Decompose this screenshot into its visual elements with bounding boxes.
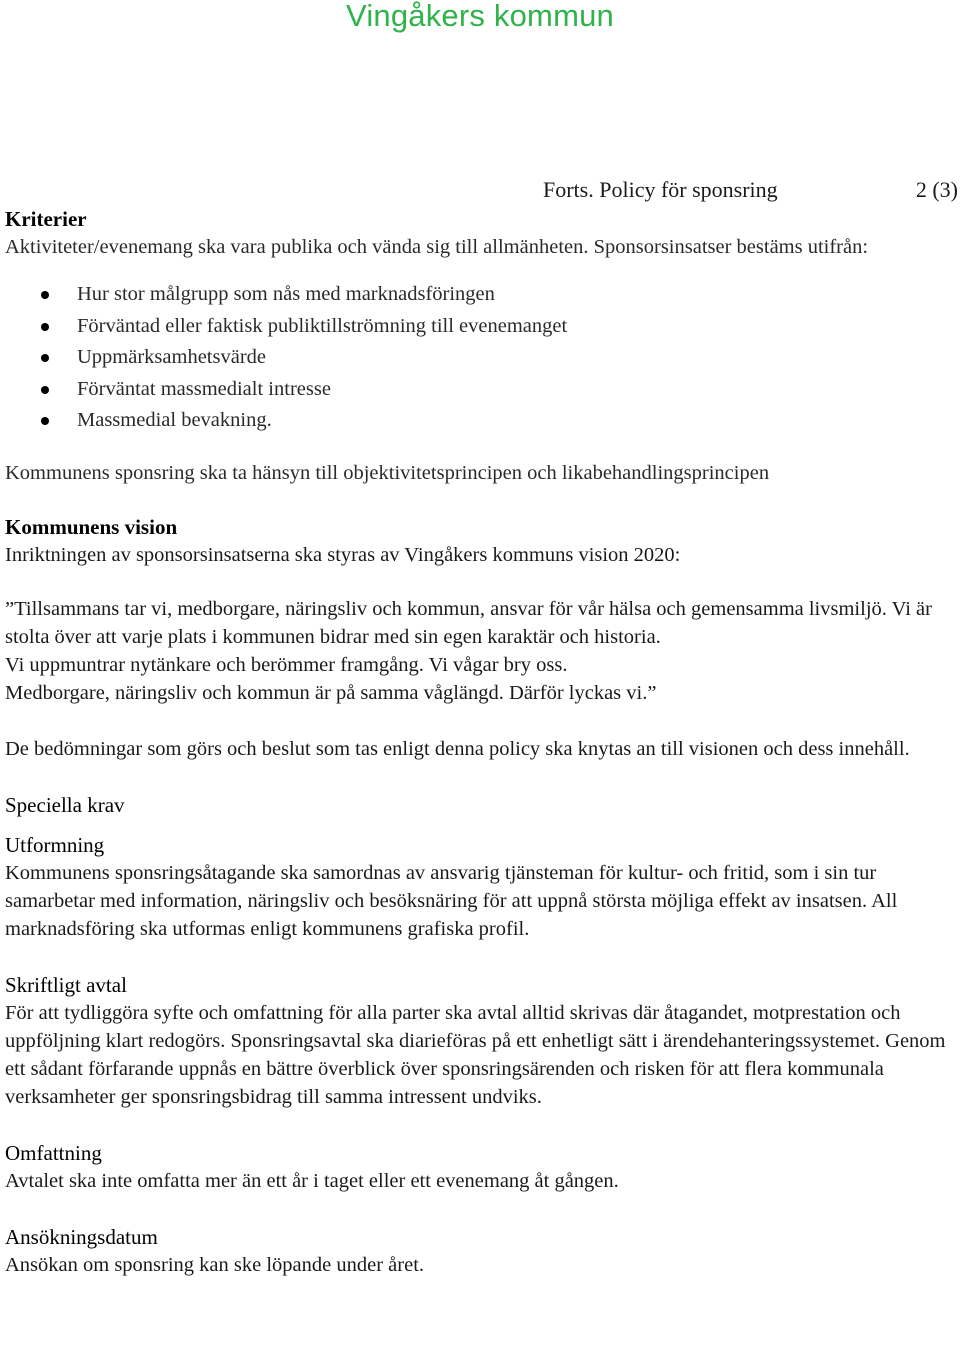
list-item xyxy=(5,342,950,374)
list-item xyxy=(5,311,950,343)
list-item-text: Förväntad eller faktisk publiktillströmning till evenemanget xyxy=(77,314,568,337)
list-item-text: Hur stor målgrupp som nås med marknadsföringen xyxy=(77,283,495,305)
logo-wordmark: Vingåkers kommun xyxy=(346,0,614,33)
vision-intro: Inriktningen av sponsorsinsatserna ska styras av Vingåkers kommuns vision 2020: xyxy=(5,543,681,566)
heading-skriftligt-avtal: Skriftligt avtal xyxy=(5,972,127,997)
omfattning-text: Avtalet ska inte omfatta mer än ett år i taget eller ett evenemang åt gången. xyxy=(5,1169,619,1192)
bullet-icon xyxy=(41,323,49,331)
ansokningsdatum-text: Ansökan om sponsring kan ske löpande under året. xyxy=(5,1253,425,1276)
quote-line: ”Tillsammans tar vi, medborgare, näringsliv och kommun, ansvar för vår hälsa och gemensamma livsmiljö. Vi är stolta över att varje plats i kommunen bidrar med sin egen karaktär och historia. xyxy=(5,597,932,648)
skriftligt-avtal-text: För att tydliggöra syfte och omfattning för alla parter ska avtal alltid skrivas där åtagandet, motprestation och uppföljning klart redogörs. Sponsringsavtal ska diarieföras på ett enhetligt sätt i ärendehanteringssystemet. Genom ett sådant förfarande uppnås en bättre överblick över sponsringsärenden och risken för att flera kommunala verksamheter ger sponsringsbidrag till samma intressent undviks. xyxy=(5,1001,946,1108)
kriterier-list xyxy=(5,279,950,437)
list-item xyxy=(5,405,950,437)
heading-kriterier: Kriterier xyxy=(5,207,87,231)
heading-omfattning: Omfattning xyxy=(5,1140,102,1165)
heading-utformning: Utformning xyxy=(5,832,105,857)
vision-quote xyxy=(5,595,950,707)
bullet-icon xyxy=(41,386,49,394)
bullet-icon xyxy=(41,291,49,299)
list-item xyxy=(5,374,950,406)
bullet-icon xyxy=(41,354,49,362)
list-item-text: Uppmärksamhetsvärde xyxy=(77,346,266,368)
document-body xyxy=(5,205,950,1279)
running-title: Forts. Policy för sponsring xyxy=(543,177,778,202)
heading-speciella-krav: Speciella krav xyxy=(5,792,125,817)
vision-closing: De bedömningar som görs och beslut som tas enligt denna policy ska knytas an till visionen och dess innehåll. xyxy=(5,737,910,760)
quote-line: Vi uppmuntrar nytänkare och berömmer framgång. Vi vågar bry oss. xyxy=(5,653,568,676)
quote-line: Medborgare, näringsliv och kommun är på samma våglängd. Därför lyckas vi.” xyxy=(5,681,657,704)
list-item-text: Förväntat massmedialt intresse xyxy=(77,377,331,400)
list-item-text: Massmedial bevakning. xyxy=(77,409,272,431)
page-number: 2 (3) xyxy=(915,177,958,202)
bullet-icon xyxy=(41,417,49,425)
heading-vision: Kommunens vision xyxy=(5,514,178,539)
utformning-text: Kommunens sponsringsåtagande ska samordnas av ansvarig tjänsteman för kultur- och fritid, som i sin tur samarbetar med information, näringsliv och besöksnäring för att uppnå största möjliga effekt av insatsen. All marknadsföring ska utformas enligt kommunens grafiska profil. xyxy=(5,861,898,940)
kriterier-closing: Kommunens sponsring ska ta hänsyn till objektivitetsprincipen och likabehandlingsprincipen xyxy=(5,461,770,484)
heading-ansokningsdatum: Ansökningsdatum xyxy=(5,1224,158,1249)
kriterier-intro: Aktiviteter/evenemang ska vara publika och vända sig till allmänheten. Sponsorsinsatser bestäms utifrån: xyxy=(5,236,869,258)
list-item xyxy=(5,279,950,311)
